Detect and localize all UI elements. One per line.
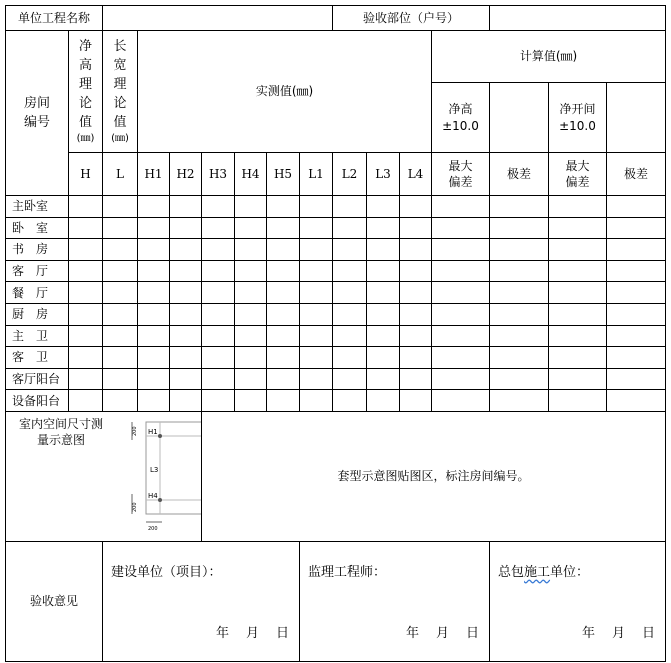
value-cell[interactable] — [490, 217, 549, 239]
owner-label: 建设单位（项目）： — [111, 564, 222, 580]
value-cell[interactable] — [235, 196, 267, 218]
room-name: 客 卫 — [6, 347, 69, 369]
value-cell[interactable] — [170, 325, 202, 347]
value-cell[interactable] — [170, 347, 202, 369]
value-cell[interactable] — [267, 390, 300, 412]
value-cell[interactable] — [490, 196, 549, 218]
value-cell[interactable] — [235, 239, 267, 261]
value-cell[interactable] — [333, 390, 367, 412]
floorplan-placeholder: 套型示意图贴图区，标注房间编号。 — [202, 411, 666, 541]
value-cell[interactable] — [103, 303, 138, 325]
value-cell[interactable] — [367, 303, 400, 325]
value-cell[interactable] — [400, 303, 432, 325]
range-header-1: 极差 — [490, 153, 549, 196]
value-cell[interactable] — [400, 239, 432, 261]
diagram-cell — [6, 411, 309, 541]
room-name: 主 卫 — [6, 325, 69, 347]
value-cell[interactable] — [490, 303, 549, 325]
value-cell[interactable] — [333, 217, 367, 239]
value-cell[interactable] — [490, 368, 549, 390]
value-cell[interactable] — [69, 368, 103, 390]
value-cell[interactable] — [202, 196, 235, 218]
value-cell[interactable] — [103, 260, 138, 282]
supervisor-date: 年 月 日 — [405, 626, 481, 642]
value-cell[interactable] — [549, 325, 607, 347]
value-cell[interactable] — [69, 196, 103, 218]
net-span-blank — [607, 83, 666, 153]
table-row — [6, 390, 666, 412]
room-name: 客厅阳台 — [6, 368, 69, 390]
value-cell[interactable] — [235, 347, 267, 369]
room-name: 主卧室 — [6, 196, 69, 218]
value-cell[interactable] — [432, 325, 490, 347]
value-cell[interactable] — [490, 260, 549, 282]
value-cell[interactable] — [170, 390, 202, 412]
value-cell[interactable] — [235, 217, 267, 239]
max-dev-label: 最大偏差 — [448, 158, 473, 189]
value-cell[interactable] — [170, 303, 202, 325]
room-name: 客 厅 — [6, 260, 69, 282]
unit-project-label: 单位工程名称 — [6, 6, 103, 31]
value-cell[interactable] — [300, 368, 333, 390]
value-cell[interactable] — [202, 368, 235, 390]
value-cell[interactable] — [549, 217, 607, 239]
value-cell[interactable] — [300, 260, 333, 282]
value-cell[interactable] — [69, 390, 103, 412]
room-no-header — [6, 31, 69, 196]
value-cell[interactable] — [432, 347, 490, 369]
value-cell[interactable] — [202, 347, 235, 369]
value-cell[interactable] — [103, 347, 138, 369]
value-cell[interactable] — [103, 282, 138, 304]
value-cell[interactable] — [432, 196, 490, 218]
value-cell[interactable] — [333, 239, 367, 261]
value-cell[interactable] — [170, 217, 202, 239]
value-cell[interactable] — [432, 239, 490, 261]
value-cell[interactable] — [202, 282, 235, 304]
range-header-2: 极差 — [607, 153, 666, 196]
acceptance-part-value[interactable] — [490, 6, 666, 31]
value-cell[interactable] — [69, 260, 103, 282]
value-cell[interactable] — [607, 347, 666, 369]
value-cell[interactable] — [367, 325, 400, 347]
value-cell[interactable] — [267, 368, 300, 390]
max-dev-header-2 — [549, 153, 607, 196]
dim-200: 200 — [148, 526, 158, 533]
value-cell[interactable] — [367, 368, 400, 390]
value-cell[interactable] — [549, 196, 607, 218]
net-span-label: 净开间 — [559, 102, 596, 117]
room-no-label: 房间编号 — [23, 96, 50, 130]
value-cell[interactable] — [607, 368, 666, 390]
value-cell[interactable] — [170, 260, 202, 282]
label-l3: L3 — [150, 466, 159, 475]
sub-header: H — [69, 153, 103, 196]
dim-200: 200 — [132, 426, 138, 437]
value-cell[interactable] — [69, 282, 103, 304]
table-row — [6, 282, 666, 304]
owner-sign-cell[interactable] — [103, 541, 300, 661]
value-cell[interactable] — [69, 347, 103, 369]
value-cell[interactable] — [202, 390, 235, 412]
value-cell[interactable] — [235, 260, 267, 282]
value-cell[interactable] — [367, 239, 400, 261]
value-cell[interactable] — [138, 368, 170, 390]
label-h4: H4 — [148, 492, 158, 501]
value-cell[interactable] — [549, 303, 607, 325]
supervisor-label: 监理工程师： — [308, 564, 387, 580]
table-row — [6, 347, 666, 369]
net-span-header — [549, 83, 607, 153]
room-name: 餐 厅 — [6, 282, 69, 304]
value-cell[interactable] — [400, 260, 432, 282]
value-cell[interactable] — [235, 303, 267, 325]
value-cell[interactable] — [333, 325, 367, 347]
value-cell[interactable] — [549, 347, 607, 369]
value-cell[interactable] — [202, 239, 235, 261]
value-cell[interactable] — [333, 196, 367, 218]
value-cell[interactable] — [607, 239, 666, 261]
net-height-header — [432, 83, 490, 153]
value-cell[interactable] — [333, 347, 367, 369]
value-cell[interactable] — [138, 325, 170, 347]
sub-header: L3 — [367, 153, 400, 196]
value-cell[interactable] — [333, 282, 367, 304]
value-cell[interactable] — [400, 368, 432, 390]
value-cell[interactable] — [69, 325, 103, 347]
value-cell[interactable] — [432, 390, 490, 412]
value-cell[interactable] — [367, 282, 400, 304]
sub-header: H1 — [138, 153, 170, 196]
value-cell[interactable] — [69, 239, 103, 261]
sub-header: H2 — [170, 153, 202, 196]
value-cell[interactable] — [235, 282, 267, 304]
net-height-theory-char: 论 — [78, 96, 92, 112]
net-height-label: 净高 — [448, 102, 473, 117]
value-cell[interactable] — [103, 239, 138, 261]
value-cell[interactable] — [400, 196, 432, 218]
value-cell[interactable] — [400, 282, 432, 304]
value-cell[interactable] — [400, 217, 432, 239]
net-height-theory-char: 高 — [78, 58, 92, 74]
value-cell[interactable] — [235, 368, 267, 390]
dim-200: 200 — [132, 502, 138, 513]
measured-header: 实测值(㎜) — [138, 31, 432, 153]
value-cell[interactable] — [138, 303, 170, 325]
value-cell[interactable] — [432, 303, 490, 325]
net-height-unit: (㎜) — [76, 133, 95, 145]
value-cell[interactable] — [367, 347, 400, 369]
net-height-blank — [490, 83, 549, 153]
table-row — [6, 303, 666, 325]
sub-header: L1 — [300, 153, 333, 196]
value-cell[interactable] — [607, 217, 666, 239]
owner-date: 年 月 日 — [215, 626, 291, 642]
value-cell[interactable] — [103, 196, 138, 218]
value-cell[interactable] — [69, 217, 103, 239]
value-cell[interactable] — [267, 196, 300, 218]
value-cell[interactable] — [235, 325, 267, 347]
value-cell[interactable] — [300, 282, 333, 304]
sub-header: H5 — [267, 153, 300, 196]
value-cell[interactable] — [400, 325, 432, 347]
value-cell[interactable] — [103, 217, 138, 239]
net-height-tol: ±10.0 — [442, 118, 479, 133]
table-row — [6, 260, 666, 282]
value-cell[interactable] — [432, 217, 490, 239]
value-cell[interactable] — [103, 368, 138, 390]
diagram-title: 室内空间尺寸测量示意图 — [18, 417, 103, 448]
table-row — [6, 239, 666, 261]
value-cell[interactable] — [300, 239, 333, 261]
contractor-prefix: 总包 — [498, 564, 525, 580]
value-cell[interactable] — [170, 368, 202, 390]
value-cell[interactable] — [267, 303, 300, 325]
value-cell[interactable] — [267, 325, 300, 347]
value-cell[interactable] — [138, 196, 170, 218]
value-cell[interactable] — [267, 239, 300, 261]
value-cell[interactable] — [607, 303, 666, 325]
point-h1 — [158, 434, 162, 438]
value-cell[interactable] — [432, 282, 490, 304]
value-cell[interactable] — [300, 217, 333, 239]
value-cell[interactable] — [490, 390, 549, 412]
sub-header: L2 — [333, 153, 367, 196]
net-height-theory-header — [69, 31, 103, 153]
value-cell[interactable] — [549, 260, 607, 282]
table-row — [6, 368, 666, 390]
length-width-theory-char: 论 — [113, 96, 127, 112]
room-name: 厨 房 — [6, 303, 69, 325]
value-cell[interactable] — [202, 325, 235, 347]
value-cell[interactable] — [202, 260, 235, 282]
value-cell[interactable] — [333, 260, 367, 282]
contractor-label — [498, 564, 589, 582]
value-cell[interactable] — [432, 260, 490, 282]
net-span-tol: ±10.0 — [559, 118, 596, 133]
table-row — [6, 325, 666, 347]
value-cell[interactable] — [607, 282, 666, 304]
value-cell[interactable] — [549, 282, 607, 304]
net-height-theory-char: 理 — [78, 77, 92, 93]
value-cell[interactable] — [170, 282, 202, 304]
unit-project-value[interactable] — [103, 6, 333, 31]
measurement-diagram: 200 200 200 200 + H1 H2 H3 H4 H5 L1 L2 L3 L4 — [128, 418, 202, 534]
contractor-suffix: 单位： — [550, 564, 590, 580]
value-cell[interactable] — [432, 368, 490, 390]
acceptance-table — [5, 5, 666, 662]
value-cell[interactable] — [490, 239, 549, 261]
value-cell[interactable] — [202, 303, 235, 325]
value-cell[interactable] — [138, 239, 170, 261]
value-cell[interactable] — [202, 217, 235, 239]
value-cell[interactable] — [138, 282, 170, 304]
sub-header: L4 — [400, 153, 432, 196]
value-cell[interactable] — [333, 368, 367, 390]
sub-header: H4 — [235, 153, 267, 196]
value-cell[interactable] — [367, 390, 400, 412]
value-cell[interactable] — [367, 260, 400, 282]
value-cell[interactable] — [607, 325, 666, 347]
value-cell[interactable] — [367, 196, 400, 218]
value-cell[interactable] — [490, 325, 549, 347]
max-dev-label: 最大偏差 — [565, 158, 590, 189]
sub-header: H3 — [202, 153, 235, 196]
value-cell[interactable] — [400, 390, 432, 412]
acceptance-part-label: 验收部位（户号） — [333, 6, 490, 31]
value-cell[interactable] — [607, 260, 666, 282]
length-width-theory-char: 值 — [113, 115, 127, 131]
value-cell[interactable] — [138, 217, 170, 239]
value-cell[interactable] — [138, 260, 170, 282]
length-width-theory-char: 长 — [113, 39, 127, 55]
label-h1: H1 — [148, 428, 158, 437]
value-cell[interactable] — [490, 347, 549, 369]
table-row — [6, 217, 666, 239]
table-row — [6, 196, 666, 218]
value-cell[interactable] — [367, 217, 400, 239]
sub-header: L — [103, 153, 138, 196]
contractor-sign-cell[interactable] — [490, 541, 666, 661]
value-cell[interactable] — [267, 282, 300, 304]
net-height-theory-char: 值 — [78, 115, 92, 131]
room-name: 书 房 — [6, 239, 69, 261]
length-width-theory-char: 宽 — [113, 58, 127, 74]
value-cell[interactable] — [235, 390, 267, 412]
value-cell[interactable] — [69, 303, 103, 325]
opinion-label: 验收意见 — [6, 541, 103, 661]
value-cell[interactable] — [300, 303, 333, 325]
supervisor-sign-cell[interactable] — [300, 541, 490, 661]
contractor-date: 年 月 日 — [581, 626, 657, 642]
value-cell[interactable] — [267, 347, 300, 369]
value-cell[interactable] — [400, 347, 432, 369]
point-h4 — [158, 498, 162, 502]
value-cell[interactable] — [138, 347, 170, 369]
value-cell[interactable] — [170, 239, 202, 261]
calc-header: 计算值(㎜) — [432, 31, 666, 83]
value-cell[interactable] — [170, 196, 202, 218]
value-cell[interactable] — [549, 368, 607, 390]
contractor-underlined: 施工 — [524, 564, 551, 580]
value-cell[interactable] — [267, 260, 300, 282]
net-height-theory-char: 净 — [78, 39, 92, 55]
length-width-theory-header — [103, 31, 138, 153]
room-name: 卧 室 — [6, 217, 69, 239]
value-cell[interactable] — [103, 390, 138, 412]
value-cell[interactable] — [267, 217, 300, 239]
value-cell[interactable] — [490, 282, 549, 304]
value-cell[interactable] — [333, 303, 367, 325]
value-cell[interactable] — [549, 239, 607, 261]
value-cell[interactable] — [607, 196, 666, 218]
value-cell[interactable] — [300, 325, 333, 347]
value-cell[interactable] — [300, 390, 333, 412]
value-cell[interactable] — [103, 325, 138, 347]
length-width-theory-char: 理 — [113, 77, 127, 93]
value-cell[interactable] — [300, 196, 333, 218]
max-dev-header-1 — [432, 153, 490, 196]
length-width-unit: (㎜) — [111, 133, 129, 145]
room-name: 设备阳台 — [6, 390, 69, 412]
value-cell[interactable] — [549, 390, 607, 412]
value-cell[interactable] — [138, 390, 170, 412]
value-cell[interactable] — [607, 390, 666, 412]
value-cell[interactable] — [300, 347, 333, 369]
